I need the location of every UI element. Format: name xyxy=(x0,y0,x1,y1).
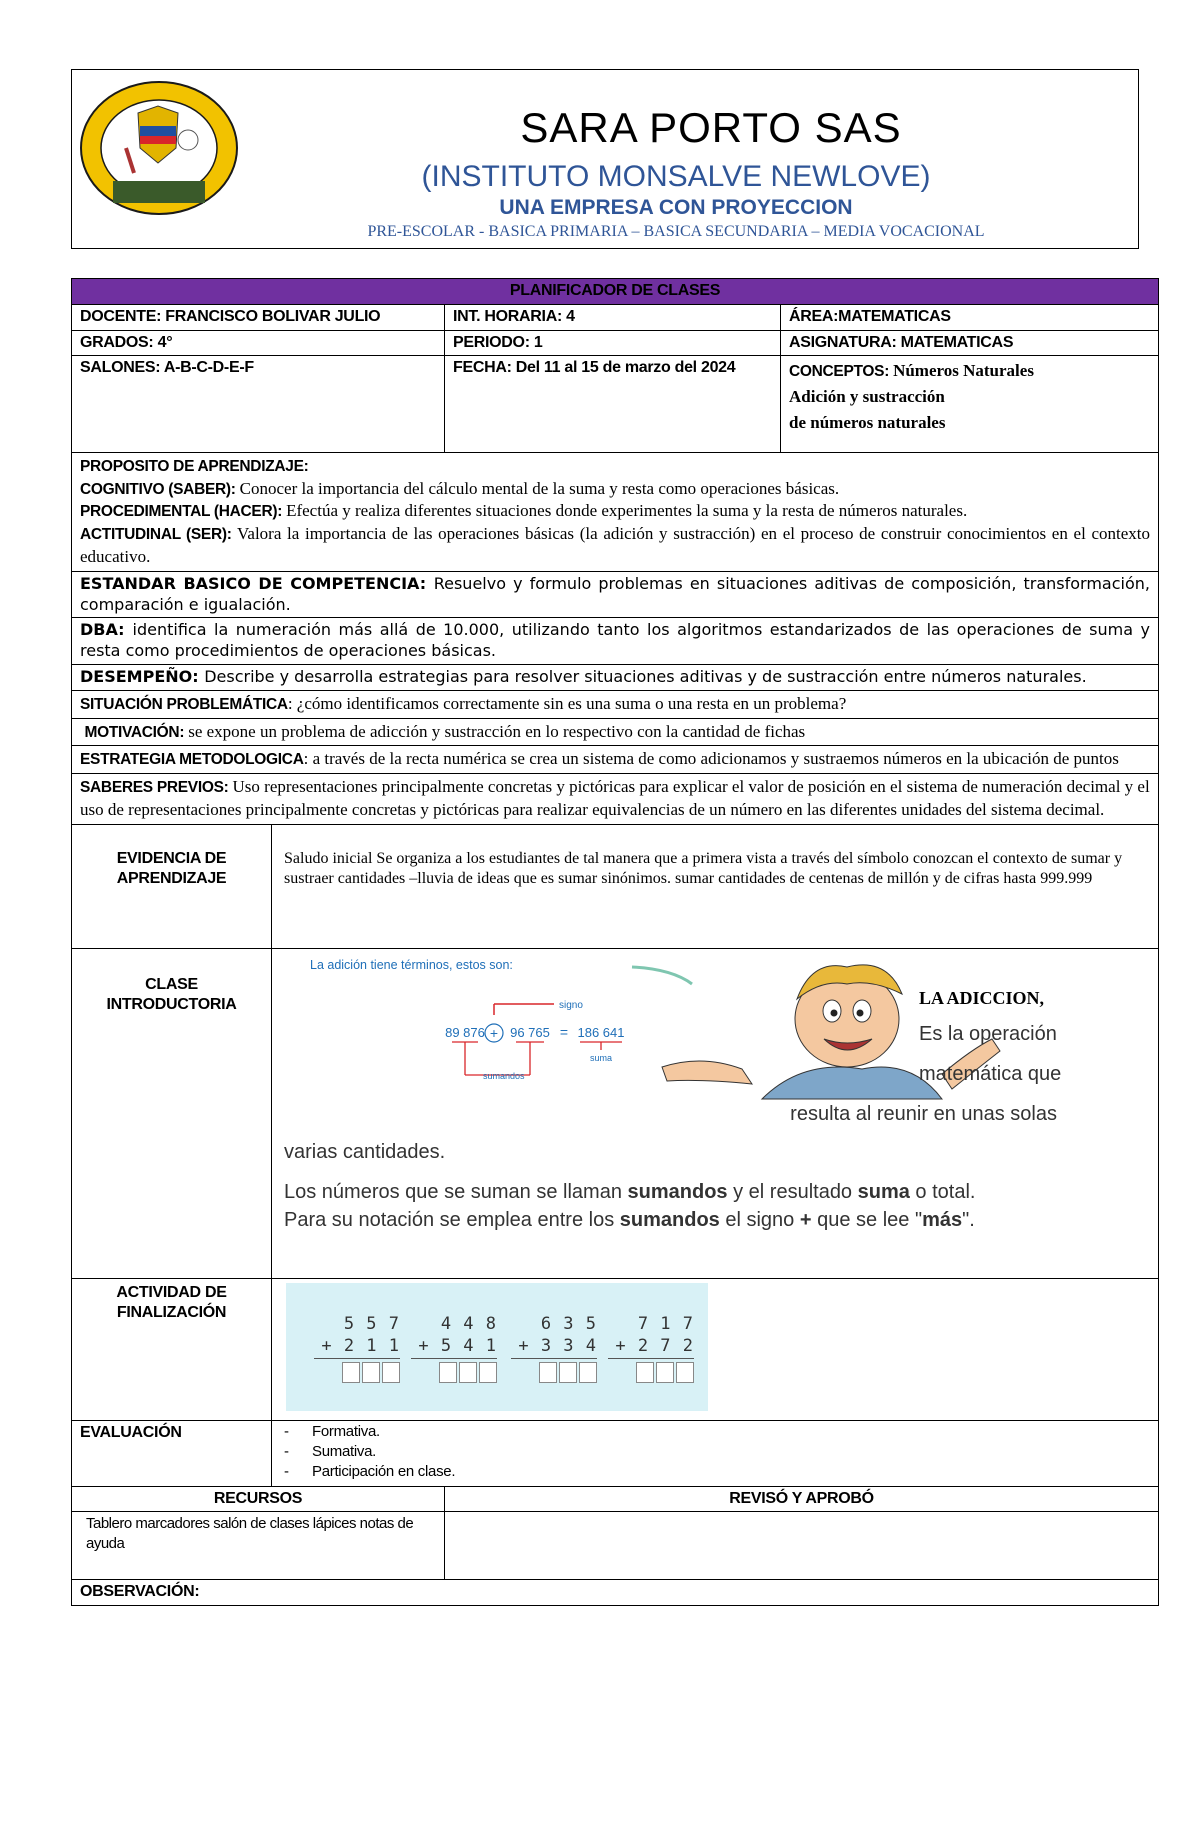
definition-line-1: Es la operación xyxy=(919,1022,1057,1045)
exercise-top-number: 4 4 8 xyxy=(440,1313,497,1334)
sum-label: suma xyxy=(589,1052,613,1063)
final-label-line-1: ACTIVIDAD DE xyxy=(116,1283,227,1301)
evaluation-item: - Sumativa. xyxy=(272,1442,1158,1462)
evaluation-list xyxy=(272,1422,1158,1483)
definition-line-3: resulta al reunir en unas solas xyxy=(790,1102,1057,1125)
cognitive-label: COGNITIVO (SABER): xyxy=(80,480,240,498)
prior-knowledge-text: Uso representaciones principalmente concretas y pictóricas para explicar el valor de posición en el sistema de numeración decimal y el uso de representaciones principalmente concretas y pictóricas para realizar equivalencias de un número en las diferentes unidades del sistema decimal. xyxy=(80,777,1150,819)
planner-title: PLANIFICADOR DE CLASES xyxy=(72,279,1159,305)
prior-knowledge-label: SABERES PREVIOS: xyxy=(80,779,233,797)
grades-cell: GRADOS: 4° xyxy=(72,330,445,356)
addend-1: 89 876 xyxy=(445,1024,485,1040)
motivation-text: se expone un problema de adicción y sustracción en lo respectivo con la cantidad de fichas xyxy=(188,721,806,741)
motivation-label: MOTIVACIÓN: xyxy=(84,723,189,741)
purpose-title: PROPOSITO DE APRENDIZAJE: xyxy=(80,458,309,476)
p3-text-c: el signo xyxy=(719,1208,800,1231)
diagram-title: La adición tiene términos, estos son: xyxy=(310,957,513,972)
p2-text-c: y el resultado xyxy=(727,1180,858,1203)
final-activity-content xyxy=(272,1278,1159,1420)
attitudinal-text: Valora la importancia de las operaciones básicas (la adición y sustracción) en el proceso de construir conocimientos en el contexto educativo. xyxy=(80,524,1150,566)
p3-text-f: más xyxy=(922,1208,963,1231)
exercise-bottom-number: + 5 4 1 xyxy=(411,1335,497,1359)
dba-label: DBA: xyxy=(80,620,133,640)
definition-line-2: matemática que xyxy=(919,1062,1062,1085)
answer-box[interactable] xyxy=(676,1362,694,1383)
performance-label: DESEMPEÑO: xyxy=(80,666,205,686)
class-planner-table xyxy=(71,278,1159,1606)
concepts-line-3: de números naturales xyxy=(789,413,946,433)
problem-text: : ¿cómo identificamos correctamente sin es una suma o una resta en un problema? xyxy=(287,693,847,713)
classrooms-cell: SALONES: A-B-C-D-E-F xyxy=(72,356,445,453)
answer-box[interactable] xyxy=(539,1362,557,1383)
p3-text-d: + xyxy=(799,1208,812,1231)
evaluation-item: - Participación en clase. xyxy=(272,1462,1158,1482)
answer-box[interactable] xyxy=(656,1362,674,1383)
answer-box[interactable] xyxy=(479,1362,497,1383)
answer-box[interactable] xyxy=(459,1362,477,1383)
reviewed-signature-cell xyxy=(445,1512,1159,1580)
evaluation-label: EVALUACIÓN xyxy=(72,1420,272,1486)
addends-label: sumandos xyxy=(483,1070,525,1081)
reviewed-header: REVISÓ Y APROBÓ xyxy=(445,1486,1159,1512)
evidence-label-line-2: APRENDIZAJE xyxy=(116,870,227,888)
addition-heading: LA ADICCION, xyxy=(919,987,1045,1008)
standard-label: ESTANDAR BASICO DE COMPETENCIA: xyxy=(80,573,434,593)
concepts-cell xyxy=(781,356,1159,453)
p2-text-d: suma xyxy=(857,1180,910,1203)
resources-text: Tablero marcadores salón de clases lápices notas de ayuda xyxy=(72,1512,445,1580)
intro-label-line-2: INTRODUCTORIA xyxy=(106,996,237,1014)
dba-row xyxy=(72,618,1159,665)
answer-boxes[interactable] xyxy=(608,1362,694,1383)
evaluation-item: - Formativa. xyxy=(272,1422,1158,1442)
answer-box[interactable] xyxy=(579,1362,597,1383)
standard-text: Resuelvo y formulo problemas en situaciones aditivas de composición, transformación, comparación e igualación. xyxy=(80,573,1150,614)
intro-label-line-1: CLASE xyxy=(145,975,198,993)
resources-header: RECURSOS xyxy=(72,1486,445,1512)
p3-text-g: ". xyxy=(962,1208,975,1231)
methodology-row xyxy=(72,746,1159,774)
exercise-bottom-number: + 3 3 4 xyxy=(511,1335,597,1359)
slogan: UNA EMPRESA CON PROYECCION xyxy=(499,196,853,219)
plus-sign: + xyxy=(489,1024,499,1041)
answer-box[interactable] xyxy=(342,1362,360,1383)
addend-2: 96 765 xyxy=(510,1024,550,1040)
sum-result: 186 641 xyxy=(577,1024,625,1040)
exercise-top-number: 5 5 7 xyxy=(343,1313,400,1334)
methodology-text: : a través de la recta numérica se crea un sistema de como adicionamos y sustraemos números en la ubicación de puntos xyxy=(303,749,1119,769)
exercise-top-number: 7 1 7 xyxy=(637,1313,694,1334)
concepts-line-2: Adición y sustracción xyxy=(789,387,945,407)
answer-box[interactable] xyxy=(559,1362,577,1383)
intro-class-content xyxy=(272,948,1159,1278)
final-label-line-2: FINALIZACIÓN xyxy=(116,1304,227,1322)
p2-text-a: Los números que se suman se llaman xyxy=(284,1180,628,1203)
institute-name: (INSTITUTO MONSALVE NEWLOVE) xyxy=(421,160,931,193)
evidence-label xyxy=(72,824,272,948)
answer-boxes[interactable] xyxy=(511,1362,597,1383)
dba-text: identifica la numeración más allá de 10.000, utilizando tanto los algoritmos estandarizados de las operaciones de suma y resta como procedimientos de operaciones básicas. xyxy=(80,620,1150,661)
exercise-top-number: 6 3 5 xyxy=(540,1313,597,1334)
answer-boxes[interactable] xyxy=(314,1362,400,1383)
p3-text-b: sumandos xyxy=(619,1208,720,1231)
hours-cell: INT. HORARIA: 4 xyxy=(445,304,781,330)
answer-box[interactable] xyxy=(362,1362,380,1383)
methodology-label: ESTRATEGIA METODOLOGICA xyxy=(80,751,304,769)
exercise-bottom-number: + 2 7 2 xyxy=(608,1335,694,1359)
prior-knowledge-row xyxy=(72,774,1159,825)
p3-text-a: Para su notación se emplea entre los xyxy=(284,1208,620,1231)
problem-situation-row xyxy=(72,690,1159,718)
observation-row: OBSERVACIÓN: xyxy=(72,1580,1159,1606)
addition-exercise xyxy=(411,1313,497,1383)
intro-class-label xyxy=(72,948,272,1278)
concepts-line-1: Números Naturales xyxy=(893,361,1034,381)
answer-boxes[interactable] xyxy=(411,1362,497,1383)
p2-text-e: o total. xyxy=(909,1180,976,1203)
area-cell: ÁREA:MATEMATICAS xyxy=(781,304,1159,330)
date-cell: FECHA: Del 11 al 15 de marzo del 2024 xyxy=(445,356,781,453)
exercise-bottom-number: + 2 1 1 xyxy=(314,1335,400,1359)
problem-label: SITUACIÓN PROBLEMÁTICA xyxy=(80,695,288,713)
p2-text-b: sumandos xyxy=(627,1180,728,1203)
addition-exercise xyxy=(511,1313,597,1383)
motivation-row xyxy=(72,718,1159,746)
definition-line-4: varias cantidades. xyxy=(284,1140,446,1163)
equals-sign: = xyxy=(559,1023,569,1040)
competency-standard xyxy=(72,571,1159,618)
attitudinal-label: ACTITUDINAL (SER): xyxy=(80,526,238,544)
evidence-label-line-1: EVIDENCIA DE xyxy=(116,849,227,867)
answer-box[interactable] xyxy=(382,1362,400,1383)
performance-row xyxy=(72,664,1159,690)
answer-box[interactable] xyxy=(439,1362,457,1383)
learning-purpose xyxy=(72,453,1159,571)
evaluation-content xyxy=(272,1420,1159,1486)
company-title: SARA PORTO SAS xyxy=(520,104,902,151)
addends-paragraph xyxy=(284,1179,975,1205)
addition-exercise xyxy=(608,1313,694,1383)
period-cell: PERIODO: 1 xyxy=(445,330,781,356)
concepts-label: CONCEPTOS: xyxy=(789,363,894,381)
performance-text: Describe y desarrolla estrategias para resolver situaciones aditivas y de sustracción entre números naturales. xyxy=(204,666,1087,686)
evidence-text: Saludo inicial Se organiza a los estudiantes de tal manera que a primera vista a través del símbolo conozcan el contexto de sumar y sustraer cantidades –lluvia de ideas que es sumar sinónimos. sumar cantidades de centenas de millón y de cifras hasta 999.999 xyxy=(272,824,1159,948)
procedural-label: PROCEDIMENTAL (HACER): xyxy=(80,503,287,521)
addition-exercise xyxy=(314,1313,400,1383)
teacher-cell: DOCENTE: FRANCISCO BOLIVAR JULIO xyxy=(72,304,445,330)
final-activity-label xyxy=(72,1278,272,1420)
p3-text-e: que se lee " xyxy=(811,1208,923,1231)
addition-exercises-panel xyxy=(286,1283,708,1411)
answer-box[interactable] xyxy=(636,1362,654,1383)
cognitive-text: Conocer la importancia del cálculo mental de la suma y resta como operaciones básicas. xyxy=(239,478,840,498)
education-levels: PRE-ESCOLAR - BASICA PRIMARIA – BASICA SECUNDARIA – MEDIA VOCACIONAL xyxy=(367,223,985,240)
document-header xyxy=(71,69,1139,249)
subject-cell: ASIGNATURA: MATEMATICAS xyxy=(781,330,1159,356)
notation-paragraph xyxy=(284,1207,975,1233)
sign-label: signo xyxy=(559,999,583,1011)
procedural-text: Efectúa y realiza diferentes situaciones donde experimentes la suma y la resta de números naturales. xyxy=(286,501,968,521)
